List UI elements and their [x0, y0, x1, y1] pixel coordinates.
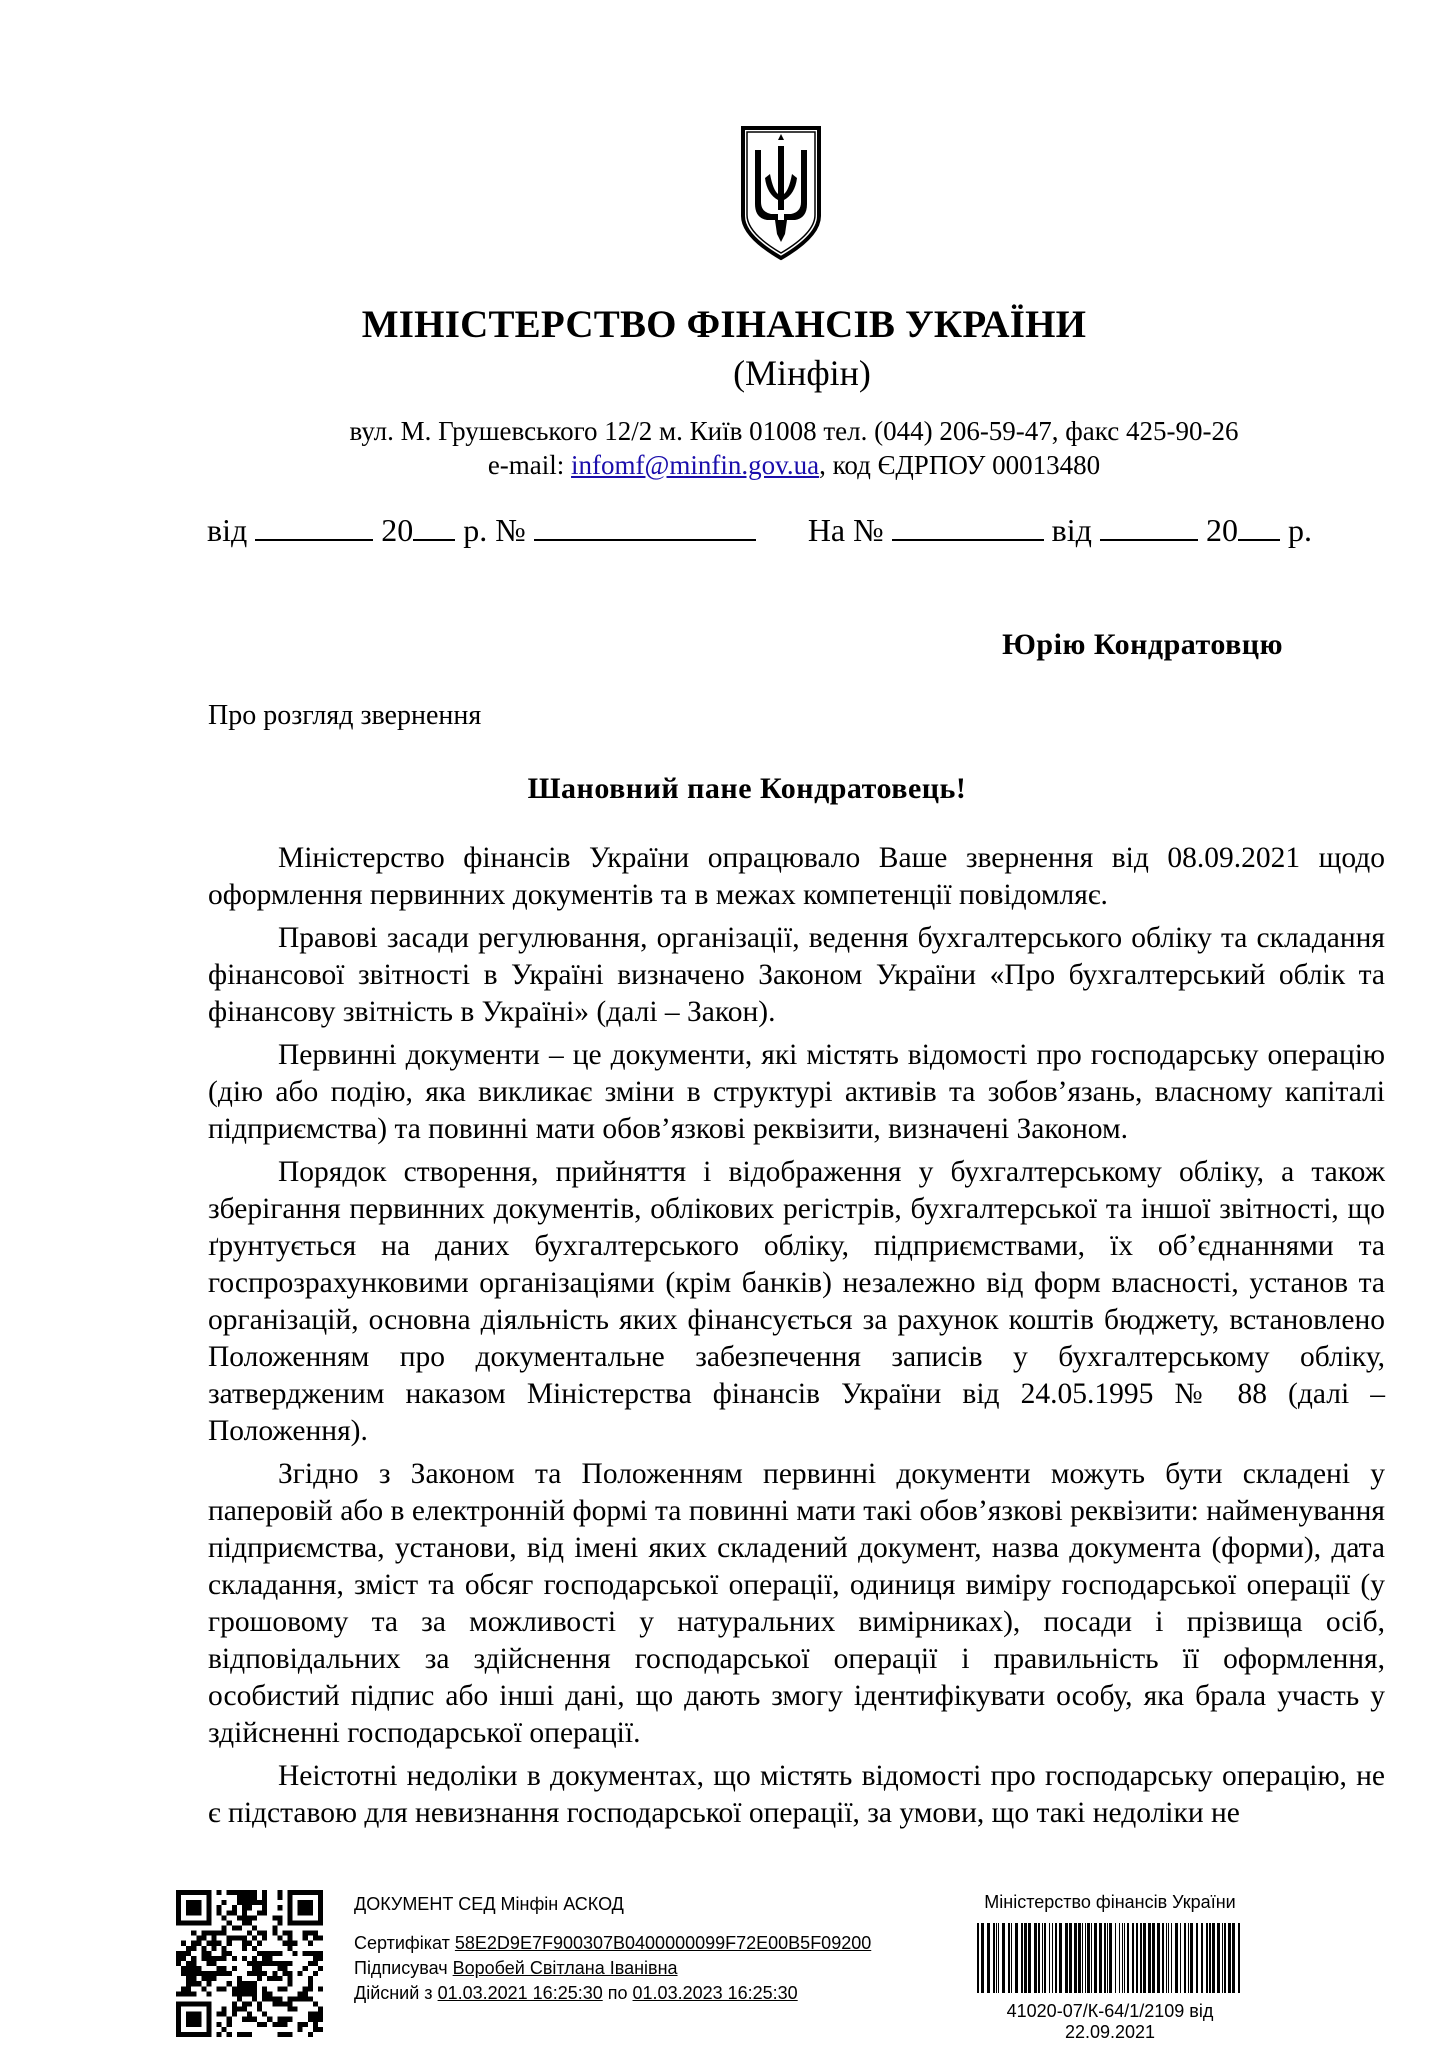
qr-code-icon: [176, 1890, 323, 2037]
year-blank: [413, 513, 455, 541]
signer-value: Воробей Світлана Іванівна: [452, 1958, 678, 1978]
reply-year-prefix: 20: [1205, 512, 1238, 548]
document-footer: [0, 1890, 1448, 2040]
valid-to-label: по: [607, 1983, 628, 2003]
from-label: від: [207, 512, 248, 548]
validity-line: [354, 1981, 871, 2006]
signer-line: [354, 1956, 871, 1981]
barcode-block: [960, 1892, 1260, 2043]
certificate-line: [354, 1931, 871, 1956]
year-prefix: 20: [381, 512, 414, 548]
reply-year-blank: [1238, 513, 1280, 541]
letter-body: [208, 840, 1385, 1838]
reply-from-label: від: [1051, 512, 1092, 548]
sed-title: ДОКУМЕНТ СЕД Мінфін АСКОД: [354, 1894, 624, 1914]
address-line: вул. М. Грушевського 12/2 м. Київ 01008 тел. (044) 206-59-47, факс 425-90-26: [349, 416, 1239, 446]
reply-number-label: На №: [807, 512, 884, 548]
date-blank: [255, 513, 373, 541]
contact-line: [70, 450, 1448, 481]
number-blank: [534, 513, 756, 541]
valid-to-value: 01.03.2023 16:25:30: [632, 1983, 798, 2003]
paragraph: Порядок створення, прийняття і відображення у бухгалтерському обліку, а також зберігання первинних документів, облікових регістрів, бухгалтерської та іншої звітності, що ґрунтується на даних бухгалтерського обліку, підприємствами, їх об’єднаннями та госпрозрахунковими організаціями (крім банків) незалежно від форм власності, установ та організацій, основна діяльність яких фінансується за рахунок коштів бюджету, встановлено Положенням про документальне забезпечення записів у бухгалтерському обліку, затвердженим наказом Міністерства фінансів України від 24.05.1995 № 88 (далі – Положення).: [208, 1156, 1385, 1447]
edrpou-code: , код ЄДРПОУ 00013480: [819, 450, 1101, 480]
paragraph: Міністерство фінансів України опрацювало Ваше звернення від 08.09.2021 щодо оформлення первинних документів та в межах компетенції повідомляє.: [208, 842, 1385, 911]
reply-number-blank: [892, 513, 1044, 541]
certificate-value: 58E2D9E7F900307B0400000099F72E00B5F09200: [454, 1933, 872, 1953]
signer-label: Підписувач: [354, 1958, 448, 1978]
valid-from-label: Дійсний з: [354, 1983, 433, 2003]
barcode-org-name: Міністерство фінансів України: [984, 1892, 1236, 1912]
paragraph: Неістотні недоліки в документах, що містять відомості про господарську операцію, не є підставою для невизнання господарської операції, за умови, що такі недоліки не: [208, 1760, 1385, 1829]
registration-number: 41020-07/К-64/1/2109 від 22.09.2021: [1006, 2001, 1214, 2042]
sed-signature-block: [354, 1892, 871, 2006]
reply-date-blank: [1100, 513, 1198, 541]
certificate-label: Сертифікат: [354, 1933, 450, 1953]
email-label: e-mail:: [487, 450, 565, 480]
letter-subject: Про розгляд звернення: [208, 700, 482, 731]
paragraph: Первинні документи – це документи, які містять відомості про господарську операцію (дію або подію, яка викликає зміни в структурі активів та зобов’язань, власному капіталі підприємства) та повинні мати обов’язкові реквізити, визначені Законом.: [208, 1039, 1385, 1145]
ministry-short-name: (Мінфін): [733, 353, 871, 393]
paragraph: Правові засади регулювання, організації, ведення бухгалтерського обліку та складання фінансової звітності в Україні визначено Законом України «Про бухгалтерський облік та фінансову звітність в Україні» (далі – Закон).: [208, 922, 1385, 1028]
ministry-name: МІНІСТЕРСТВО ФІНАНСІВ УКРАЇНИ: [361, 303, 1087, 346]
date-number-line: [207, 512, 1357, 549]
number-label: р. №: [463, 512, 526, 548]
trident-coat-of-arms-icon: [737, 124, 825, 262]
salutation: Шановний пане Кондратовець!: [527, 772, 967, 805]
barcode-icon: [975, 1923, 1245, 1993]
addressee: Юрію Кондратовцю: [1002, 628, 1283, 661]
paragraph: Згідно з Законом та Положенням первинні документи можуть бути складені у паперовій або в електронній формі та повинні мати такі обов’язкові реквізити: найменування підприємства, установи, від імені яких складений документ, назва документа (форми), дата складання, зміст та обсяг господарської операції, одиниця виміру господарської операції (у грошовому та за можливості у натуральних вимірниках), посади і прізвища осіб, відповідальних за здійснення господарської операції і правильність її оформлення, особистий підпис або інші дані, що дають змогу ідентифікувати особу, яка брала участь у здійсненні господарської операції.: [208, 1458, 1385, 1749]
email-link[interactable]: infomf@minfin.gov.ua: [571, 450, 820, 480]
valid-from-value: 01.03.2021 16:25:30: [437, 1983, 603, 2003]
reply-year-suffix: р.: [1287, 512, 1312, 548]
